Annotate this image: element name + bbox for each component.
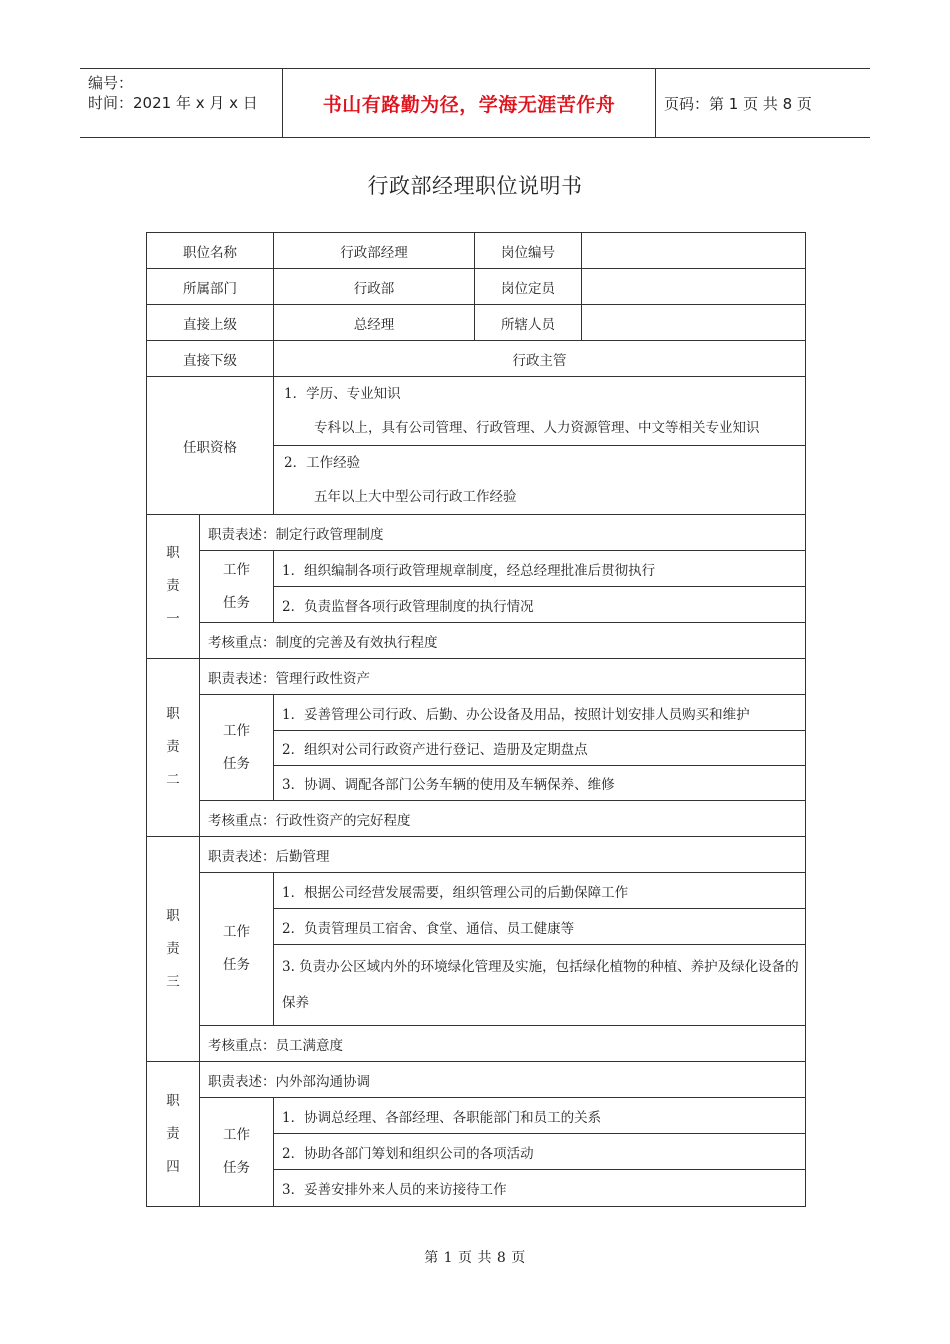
label-qualification: 任职资格 bbox=[147, 377, 274, 515]
duty1-desc-row bbox=[147, 515, 806, 551]
duty2-task-row bbox=[147, 695, 806, 731]
duty1-task: 2．负责监督各项行政管理制度的执行情况 bbox=[274, 587, 806, 623]
row-qualification-edu bbox=[147, 377, 806, 446]
duty3-label-char: 三 bbox=[166, 973, 180, 990]
work-label: 工作 bbox=[223, 924, 250, 940]
duty3-label-char: 责 bbox=[166, 940, 180, 957]
duty4-label bbox=[147, 1062, 200, 1207]
duty3-task: 1．根据公司经营发展需要，组织管理公司的后勤保障工作 bbox=[274, 873, 806, 909]
motto-box bbox=[282, 69, 656, 137]
duty3-label bbox=[147, 837, 200, 1062]
task-label: 任务 bbox=[223, 957, 250, 973]
duty1-focus: 考核重点：制度的完善及有效执行程度 bbox=[200, 623, 806, 659]
duty1-label-char: 职 bbox=[166, 545, 180, 561]
duty1-task-row bbox=[147, 551, 806, 587]
duty3-task: 2．负责管理员工宿舍、食堂、通信、员工健康等 bbox=[274, 909, 806, 945]
duty3-label-char: 职 bbox=[166, 907, 180, 924]
duty3-focus-row bbox=[147, 1026, 806, 1062]
document-title: 行政部经理职位说明书 bbox=[367, 174, 583, 198]
duty1-label bbox=[147, 515, 200, 659]
duty4-work-task-label bbox=[200, 1098, 274, 1207]
exp-title: 2．工作经验 bbox=[284, 455, 361, 471]
duty2-label-char: 责 bbox=[166, 739, 180, 755]
duty3-desc: 职责表述：后勤管理 bbox=[200, 837, 806, 873]
duty4-task-row bbox=[147, 1098, 806, 1134]
value-post-number bbox=[582, 233, 806, 269]
duty2-desc: 职责表述：管理行政性资产 bbox=[200, 659, 806, 695]
page-header bbox=[80, 68, 870, 138]
duty4-task: 2．协助各部门筹划和组织公司的各项活动 bbox=[274, 1134, 806, 1170]
duty1-label-char: 一 bbox=[166, 611, 180, 627]
task-label: 任务 bbox=[223, 755, 250, 772]
duty1-work-task-label bbox=[200, 551, 274, 623]
duty4-label-char: 四 bbox=[166, 1158, 180, 1175]
value-subordinate: 行政主管 bbox=[274, 341, 806, 377]
duty4-label-char: 职 bbox=[166, 1092, 180, 1109]
value-superior: 总经理 bbox=[274, 305, 475, 341]
duty2-work-task-label bbox=[200, 695, 274, 801]
row-subordinate bbox=[147, 341, 806, 377]
work-label: 工作 bbox=[223, 722, 250, 739]
value-quota bbox=[582, 269, 806, 305]
duty2-label-char: 二 bbox=[166, 772, 180, 788]
task-label: 任务 bbox=[223, 1160, 250, 1176]
duty4-desc-row bbox=[147, 1062, 806, 1098]
duty2-task: 3．协调、调配各部门公务车辆的使用及车辆保养、维修 bbox=[274, 766, 806, 801]
qualification-exp bbox=[274, 446, 806, 515]
task-label: 任务 bbox=[223, 594, 250, 611]
row-position-name bbox=[147, 233, 806, 269]
value-subordinates bbox=[582, 305, 806, 341]
duty4-task: 1．协调总经理、各部经理、各职能部门和员工的关系 bbox=[274, 1098, 806, 1134]
value-position-name: 行政部经理 bbox=[274, 233, 475, 269]
edu-text: 专科以上，具有公司管理、行政管理、人力资源管理、中文等相关专业知识 bbox=[314, 420, 760, 436]
label-superior: 直接上级 bbox=[147, 305, 274, 341]
duty3-focus: 考核重点：员工满意度 bbox=[200, 1026, 806, 1062]
duty4-task: 3．妥善安排外来人员的来访接待工作 bbox=[274, 1170, 806, 1207]
row-department bbox=[147, 269, 806, 305]
time-label: 时间：2021 年 x 月 x 日 bbox=[88, 94, 258, 112]
duty1-focus-row bbox=[147, 623, 806, 659]
duty2-focus: 考核重点：行政性资产的完好程度 bbox=[200, 801, 806, 837]
duty4-label-char: 责 bbox=[166, 1125, 180, 1142]
duty2-label bbox=[147, 659, 200, 837]
duty1-label-char: 责 bbox=[166, 578, 180, 594]
label-subordinates: 所辖人员 bbox=[475, 305, 582, 341]
duty3-task-row bbox=[147, 873, 806, 909]
page-info: 页码：第 1 页 共 8 页 bbox=[664, 94, 812, 113]
motto-text: 书山有路勤为径，学海无涯苦作舟 bbox=[322, 93, 616, 116]
row-superior bbox=[147, 305, 806, 341]
label-subordinate: 直接下级 bbox=[147, 341, 274, 377]
qualification-edu bbox=[274, 377, 806, 446]
work-label: 工作 bbox=[223, 561, 250, 578]
duty1-task: 1．组织编制各项行政管理规章制度，经总经理批准后贯彻执行 bbox=[274, 551, 806, 587]
duty4-desc: 职责表述：内外部沟通协调 bbox=[200, 1062, 806, 1098]
duty2-desc-row bbox=[147, 659, 806, 695]
label-quota: 岗位定员 bbox=[475, 269, 582, 305]
duty2-task: 2．组织对公司行政资产进行登记、造册及定期盘点 bbox=[274, 731, 806, 766]
number-label: 编号： bbox=[88, 74, 134, 92]
label-position-name: 职位名称 bbox=[147, 233, 274, 269]
duty3-work-task-label bbox=[200, 873, 274, 1026]
label-department: 所属部门 bbox=[147, 269, 274, 305]
duty2-label-char: 职 bbox=[166, 706, 180, 722]
header-meta bbox=[88, 73, 283, 133]
work-label: 工作 bbox=[223, 1127, 250, 1143]
duty1-desc: 职责表述：制定行政管理制度 bbox=[200, 515, 806, 551]
duty3-task: 3. 负责办公区域内外的环境绿化管理及实施，包括绿化植物的种植、养护及绿化设备的保养 bbox=[274, 945, 806, 1026]
duty3-desc-row bbox=[147, 837, 806, 873]
job-description-table bbox=[146, 232, 806, 1207]
edu-title: 1．学历、专业知识 bbox=[284, 386, 401, 402]
exp-text: 五年以上大中型公司行政工作经验 bbox=[314, 489, 517, 505]
page-footer: 第 1 页 共 8 页 bbox=[424, 1250, 526, 1266]
label-post-number: 岗位编号 bbox=[475, 233, 582, 269]
value-department: 行政部 bbox=[274, 269, 475, 305]
duty2-focus-row bbox=[147, 801, 806, 837]
duty2-task: 1．妥善管理公司行政、后勤、办公设备及用品，按照计划安排人员购买和维护 bbox=[274, 695, 806, 731]
